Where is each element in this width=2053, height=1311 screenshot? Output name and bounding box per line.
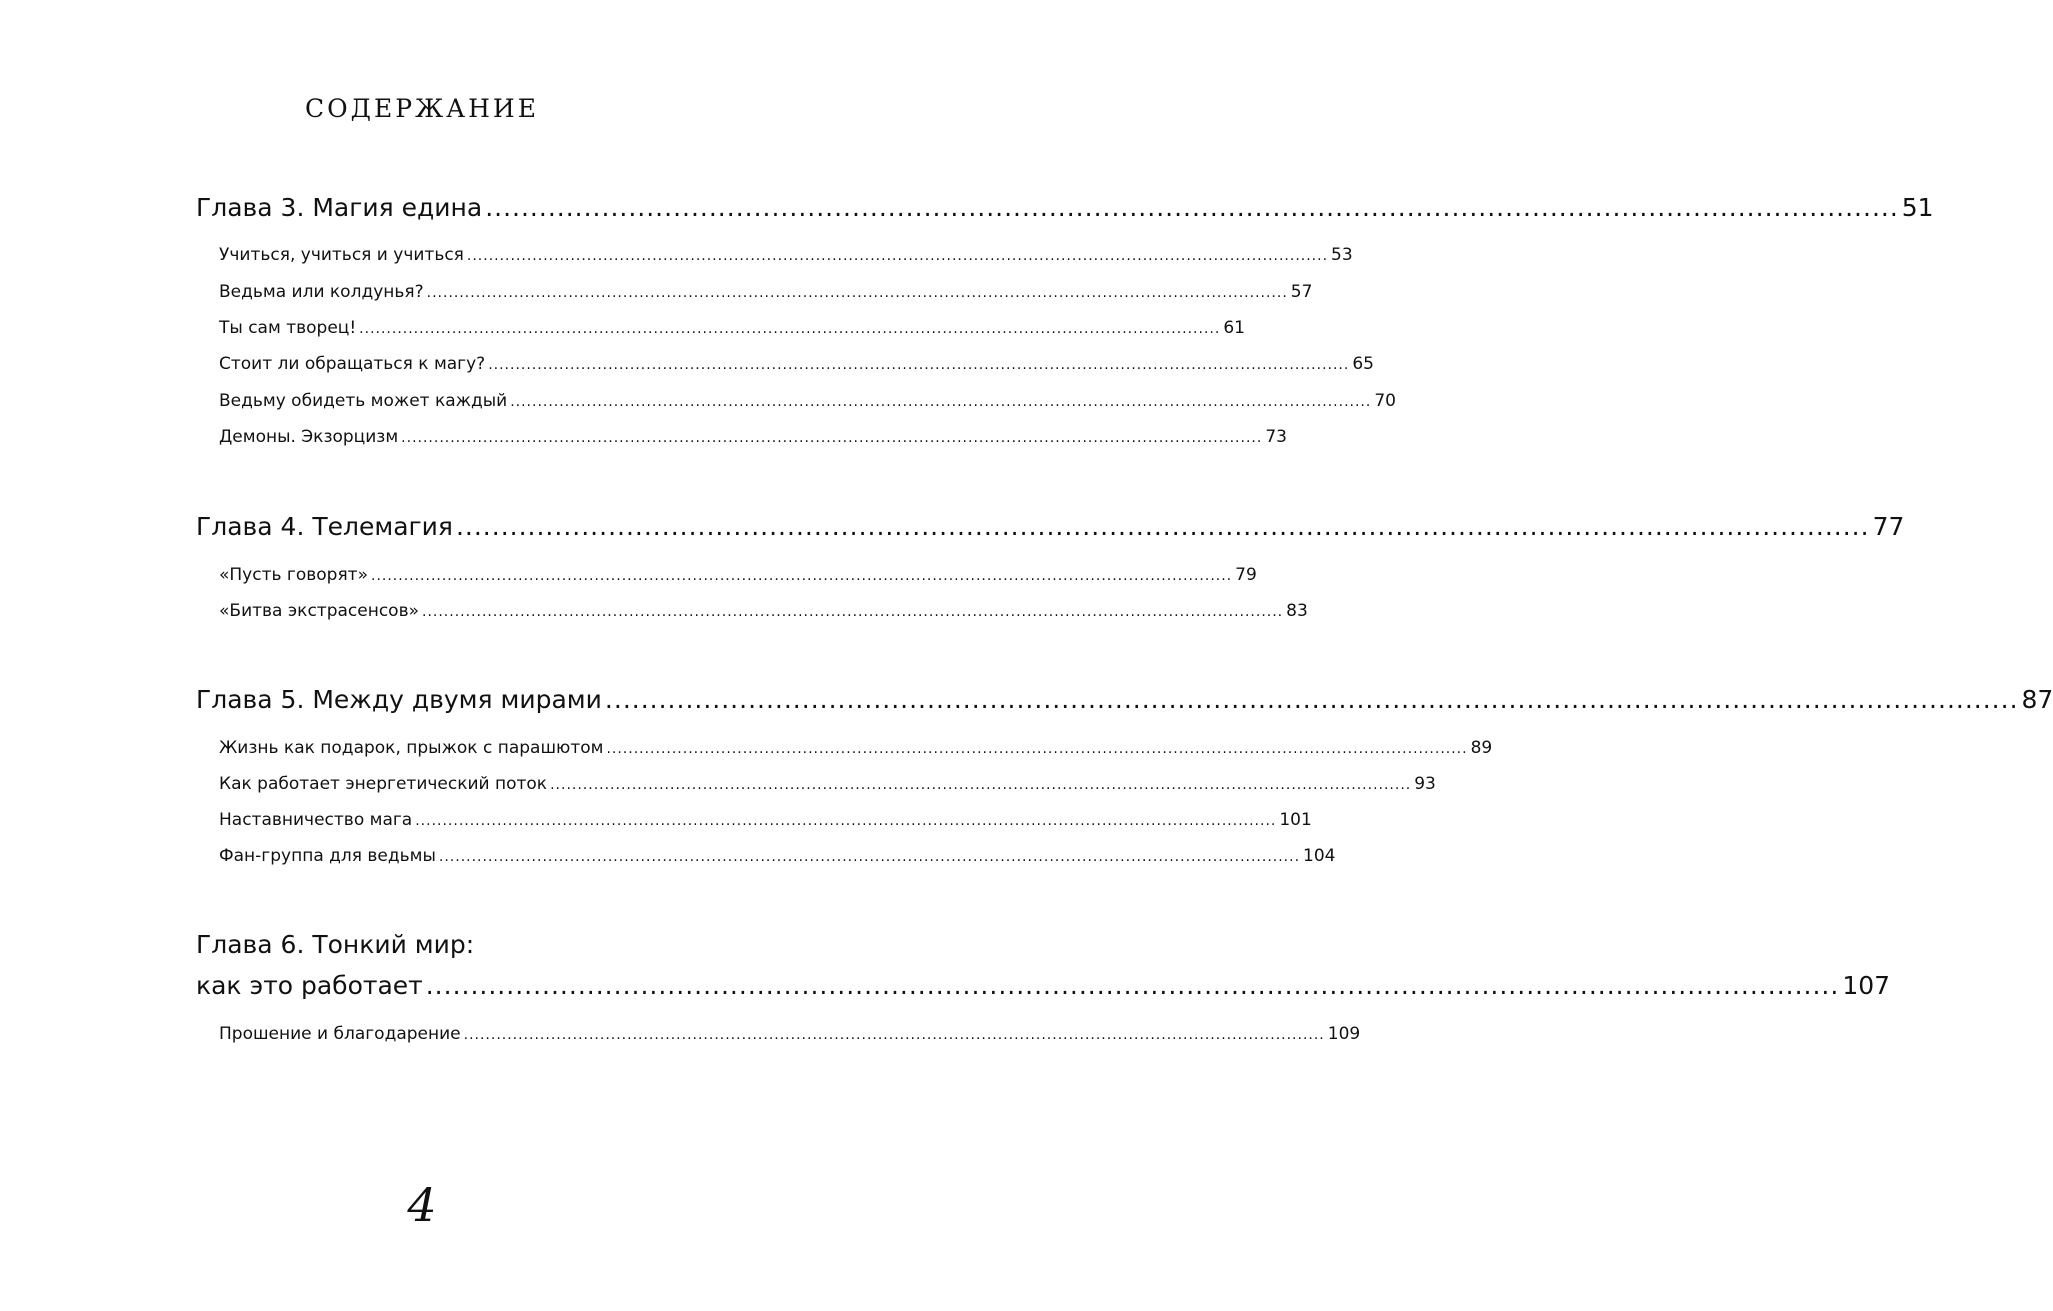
toc-section[interactable] (219, 354, 1374, 374)
page-number: 4 (407, 1178, 437, 1232)
toc-chapter[interactable] (196, 512, 1905, 541)
chapter-title: Глава 3. Магия едина (196, 193, 483, 222)
section-page-number: 83 (1286, 601, 1308, 621)
page-title: СОДЕРЖАНИЕ (305, 94, 539, 123)
section-title: Стоит ли обращаться к магу? (219, 354, 486, 374)
section-title: «Пусть говорят» (219, 565, 368, 585)
dot-leader: .............................................................................................................................................................. (426, 285, 1288, 301)
toc-chapter[interactable] (196, 193, 1934, 222)
chapter-title-line1[interactable]: Глава 6. Тонкий мир: (196, 930, 475, 959)
toc-section[interactable] (219, 846, 1336, 866)
dot-leader: .............................................................................................................................................................. (371, 568, 1233, 584)
section-page-number: 73 (1265, 427, 1287, 447)
chapter-title: Глава 4. Телемагия (196, 512, 453, 541)
toc-section[interactable] (219, 565, 1257, 585)
chapter-title: Глава 5. Между двумя мирами (196, 685, 602, 714)
section-page-number: 65 (1352, 354, 1374, 374)
section-title: «Битва экстрасенсов» (219, 601, 419, 621)
dot-leader: .............................................................................................................................................................. (401, 430, 1263, 446)
dot-leader: .............................................................................................................................................................. (415, 813, 1277, 829)
section-page-number: 70 (1374, 391, 1396, 411)
chapter-page-number: 107 (1842, 971, 1891, 1000)
toc-section[interactable] (219, 738, 1493, 758)
toc-section[interactable] (219, 810, 1312, 830)
section-page-number: 101 (1279, 810, 1312, 830)
toc-section[interactable] (219, 245, 1353, 265)
section-page-number: 109 (1327, 1024, 1361, 1044)
section-page-number: 53 (1331, 245, 1353, 265)
section-page-number: 61 (1223, 318, 1245, 338)
chapter-page-number: 87 (2021, 685, 2053, 714)
section-title: Фан-группа для ведьмы (219, 846, 436, 866)
section-page-number: 93 (1414, 774, 1436, 794)
section-title: Наставничество мага (219, 810, 413, 830)
toc-chapter[interactable] (196, 971, 1891, 1000)
dot-leader: .............................................................................................................................................................. (466, 248, 1329, 264)
chapter-page-number: 51 (1901, 193, 1934, 222)
chapter-page-number: 77 (1872, 512, 1905, 541)
toc-chapter[interactable] (196, 685, 2053, 714)
section-title: Ведьма или колдунья? (219, 282, 424, 302)
section-title: Ты сам творец! (219, 318, 357, 338)
toc-section[interactable] (219, 774, 1436, 794)
dot-leader: .............................................................................................................................................................. (606, 741, 1468, 757)
dot-leader: .............................................................................................................................................................. (550, 777, 1412, 793)
dot-leader: .............................................................................................................................................................. (438, 849, 1301, 865)
section-title: Учиться, учиться и учиться (219, 245, 464, 265)
dot-leader: .............................................................................................................................................................. (463, 1027, 1325, 1043)
section-page-number: 57 (1290, 282, 1313, 302)
dot-leader: .............................................................................................................................................................. (422, 604, 1284, 620)
section-page-number: 104 (1303, 846, 1336, 866)
section-title: Ведьму обидеть может каждый (219, 391, 508, 411)
section-page-number: 89 (1470, 738, 1493, 758)
section-title: Демоны. Экзорцизм (219, 427, 399, 447)
dot-leader: .............................................................................................................................................................. (510, 394, 1372, 410)
section-page-number: 79 (1235, 565, 1257, 585)
section-title: Прошение и благодарение (219, 1024, 461, 1044)
toc-section[interactable] (219, 427, 1287, 447)
dot-leader: .............................................................................................................................................................. (425, 971, 1840, 1000)
section-title: Как работает энергетический поток (219, 774, 548, 794)
chapter-title: как это работает (196, 971, 423, 1000)
dot-leader: .............................................................................................................................................................. (485, 193, 1899, 222)
dot-leader: .............................................................................................................................................................. (455, 512, 1870, 541)
toc-section[interactable] (219, 282, 1313, 302)
dot-leader: .............................................................................................................................................................. (488, 357, 1350, 373)
toc-section[interactable] (219, 318, 1245, 338)
toc-section[interactable] (219, 391, 1396, 411)
section-title: Жизнь как подарок, прыжок с парашютом (219, 738, 604, 758)
dot-leader: .............................................................................................................................................................. (604, 685, 2019, 714)
dot-leader: .............................................................................................................................................................. (359, 321, 1221, 337)
toc-section[interactable] (219, 601, 1308, 621)
toc-section[interactable] (219, 1024, 1361, 1044)
